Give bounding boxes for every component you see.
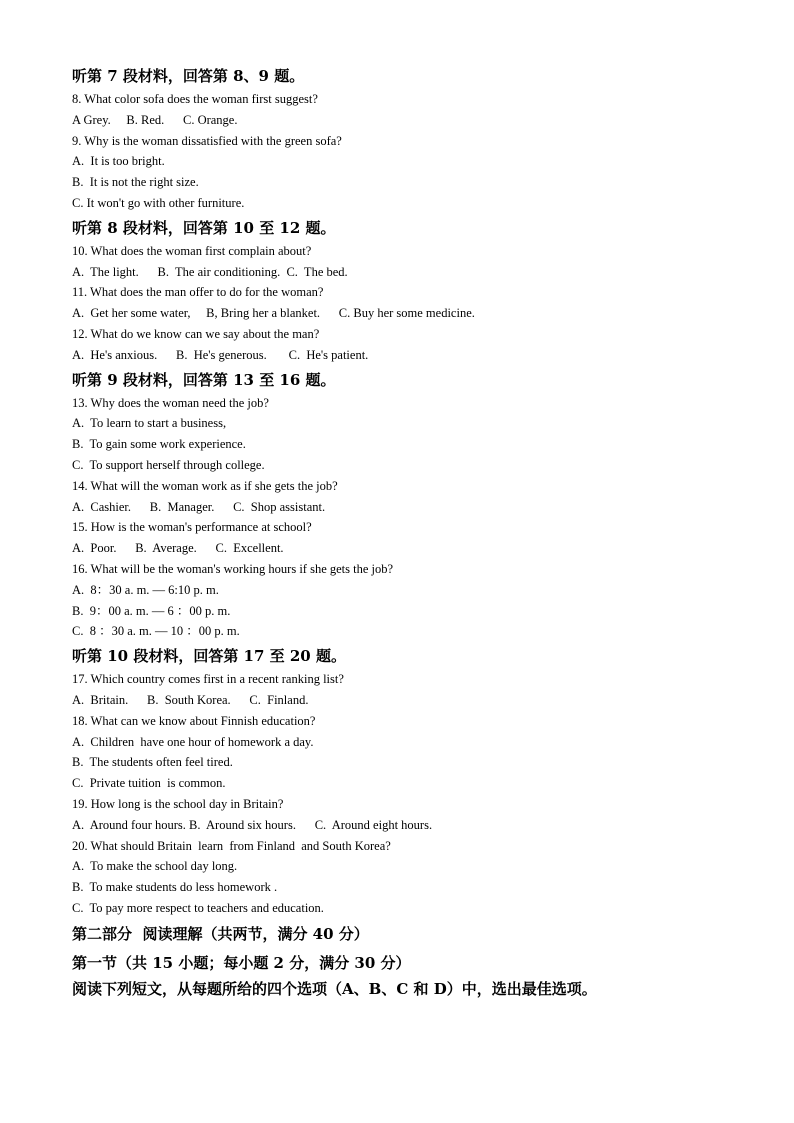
question-line: 20. What should Britain learn from Finland and South Korea?: [72, 838, 391, 853]
option-line: A. To make the school day long.: [72, 859, 238, 874]
question-line: 17. Which country comes first in a recent ranking list?: [72, 672, 344, 687]
option-line: C. To support herself through college.: [72, 457, 265, 472]
question-line: 11. What does the man offer to do for the woman?: [72, 285, 324, 300]
option-line: B. The students often feel tired.: [72, 755, 233, 770]
part-title: 第二部分 阅读理解（共两节，满分 40 分）: [72, 924, 369, 943]
question-line: 19. How long is the school day in Britain?: [72, 796, 284, 811]
options-line: A. Cashier. B. Manager. C. Shop assistant.: [72, 499, 326, 514]
question-line: 10. What does the woman first complain about?: [72, 243, 312, 258]
section-heading: 听第 10 段材料，回答第 17 至 20 题。: [72, 647, 346, 666]
option-line: B. To make students do less homework .: [72, 880, 278, 895]
part-instruction: 阅读下列短文，从每题所给的四个选项（A、B、C 和 D）中，选出最佳选项。: [72, 979, 597, 998]
section-heading: 听第 9 段材料，回答第 13 至 16 题。: [72, 370, 336, 389]
question-line: 15. How is the woman's performance at school?: [72, 520, 312, 535]
option-line: B. It is not the right size.: [72, 175, 199, 190]
options-line: A. Get her some water, B, Bring her a blanket. C. Buy her some medicine.: [72, 306, 475, 321]
option-line: B. To gain some work experience.: [72, 437, 246, 452]
question-line: 14. What will the woman work as if she gets the job?: [72, 478, 338, 493]
option-line: A. Children have one hour of homework a day.: [72, 734, 314, 749]
options-line: A. Poor. B. Average. C. Excellent.: [72, 541, 284, 556]
option-line: A. It is too bright.: [72, 154, 165, 169]
section-passage-10: [72, 646, 722, 919]
options-line: A Grey. B. Red. C. Orange.: [72, 112, 238, 127]
question-line: 12. What do we know can we say about the man?: [72, 326, 320, 341]
section-heading: 听第 7 段材料，回答第 8、9 题。: [72, 67, 305, 85]
part-two-header: [72, 923, 722, 1000]
options-line: A. Around four hours. B. Around six hours. C. Around eight hours.: [72, 817, 433, 832]
question-line: 13. Why does the woman need the job?: [72, 395, 269, 410]
question-line: 8. What color sofa does the woman first suggest?: [72, 92, 318, 106]
question-line: 18. What can we know about Finnish education?: [72, 713, 316, 728]
option-line: C. Private tuition is common.: [72, 776, 226, 791]
options-line: A. Britain. B. South Korea. C. Finland.: [72, 692, 309, 707]
option-line: C. To pay more respect to teachers and education.: [72, 900, 324, 915]
options-line: A. He's anxious. B. He's generous. C. He's patient.: [72, 347, 369, 362]
option-line: A. To learn to start a business,: [72, 416, 227, 431]
question-line: 16. What will be the woman's working hours if she gets the job?: [72, 561, 394, 576]
section-passage-7: [72, 66, 722, 214]
section-passage-9: [72, 370, 722, 643]
option-line: B. 9：00 a. m. — 6 ：00 p. m.: [72, 603, 231, 618]
question-line: 9. Why is the woman dissatisfied with the green sofa?: [72, 133, 342, 148]
document-page: [72, 66, 722, 1000]
option-line: C. 8 ：30 a. m. — 10 ：00 p. m.: [72, 624, 240, 639]
options-line: A. The light. B. The air conditioning. C. The bed.: [72, 264, 348, 279]
part-subtitle: 第一节（共 15 小题；每小题 2 分，满分 30 分）: [72, 953, 411, 972]
option-line: C. It won't go with other furniture.: [72, 195, 245, 210]
section-passage-8: [72, 218, 722, 366]
section-heading: 听第 8 段材料，回答第 10 至 12 题。: [72, 218, 336, 237]
option-line: A. 8：30 a. m. — 6:10 p. m.: [72, 582, 219, 597]
